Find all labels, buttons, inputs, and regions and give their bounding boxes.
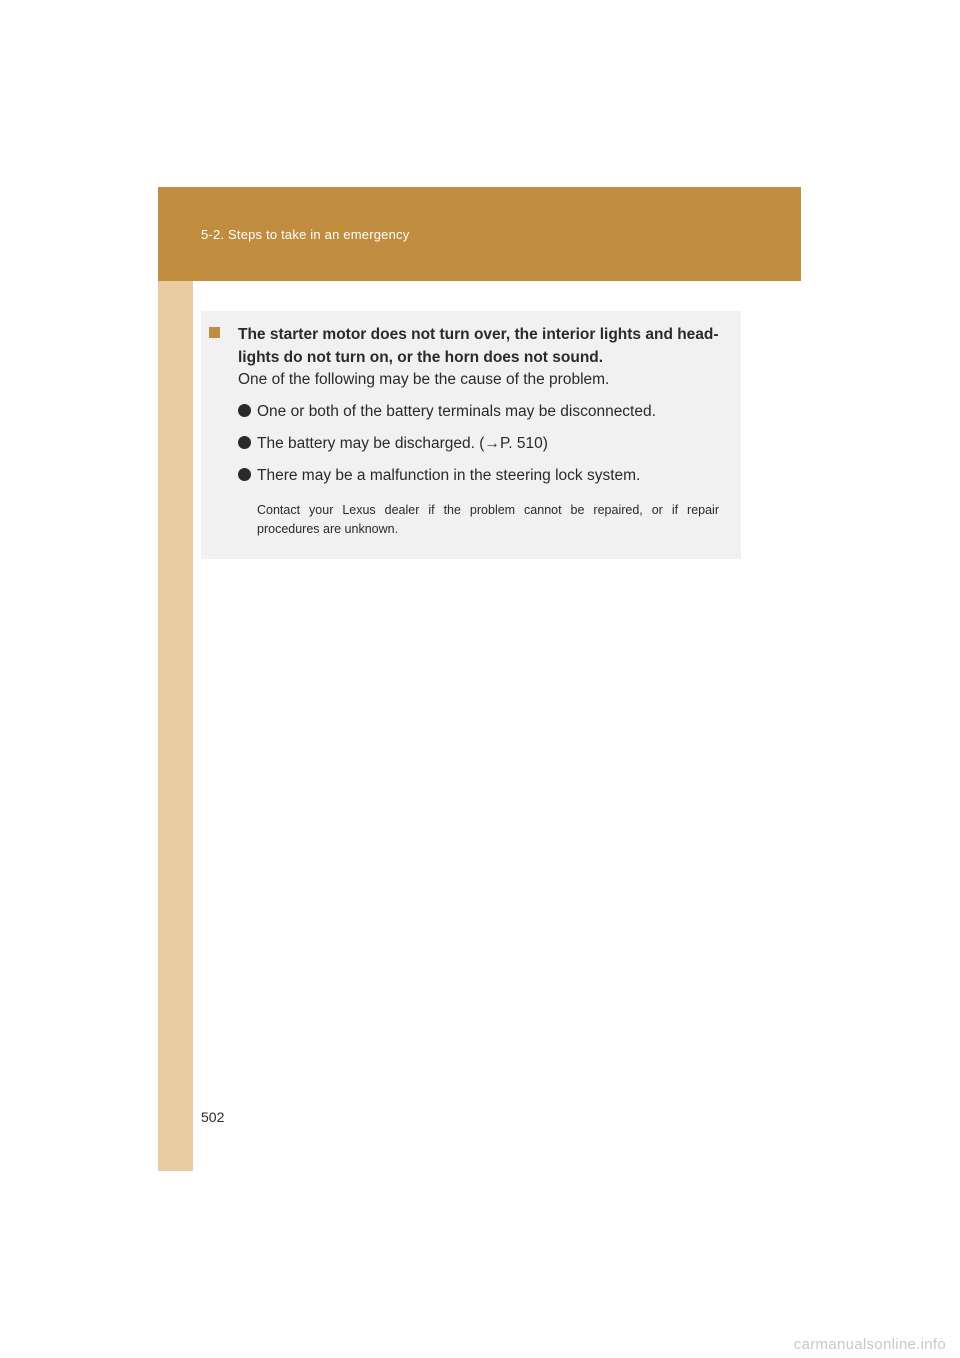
filled-circle-bullet-icon [238,404,251,417]
side-margin-band [158,281,193,1171]
problem-heading [209,323,719,369]
list-item-text: There may be a malfunction in the steering lock system. [257,467,641,484]
watermark-text: carmanualsonline.info [793,1336,946,1353]
list-item [238,403,656,421]
list-item [238,467,640,485]
section-header-band [158,187,801,281]
filled-circle-bullet-icon [238,436,251,449]
list-item-text: The battery may be discharged. (→P. 510) [257,435,548,452]
dealer-note: Contact your Lexus dealer if the problem cannot be repaired, or if repair procedures are unknown. [257,503,719,536]
problem-heading-text: The starter motor does not turn over, the interior lights and head-lights do not turn on, or the horn does not sound. [238,326,719,366]
cause-intro: One of the following may be the cause of the problem. [238,371,610,388]
square-bullet-icon [209,327,220,338]
filled-circle-bullet-icon [238,468,251,481]
list-item [238,435,548,453]
section-title: 5-2. Steps to take in an emergency [201,227,410,242]
troubleshooting-box [201,311,741,559]
manual-page [158,187,801,1171]
page-number: 502 [201,1109,225,1125]
list-item-text: One or both of the battery terminals may be disconnected. [257,403,656,420]
